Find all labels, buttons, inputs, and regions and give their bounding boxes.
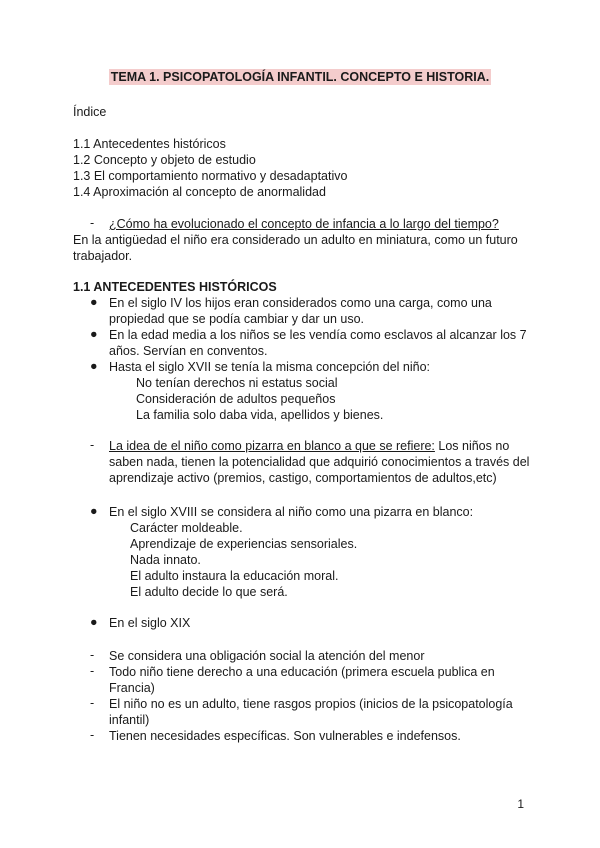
page-number: 1 <box>517 797 524 811</box>
bullet-marker: ● <box>90 295 98 309</box>
bullet-item: En el siglo XIX <box>109 616 191 630</box>
sub-item: El adulto decide lo que será. <box>130 585 288 599</box>
bullet-marker: ● <box>90 327 98 341</box>
bullet-item <box>109 295 539 327</box>
dash-marker: - <box>90 216 95 230</box>
dash-item: Se considera una obligación social la atención del menor <box>109 649 425 663</box>
page-title: TEMA 1. PSICOPATOLOGÍA INFANTIL. CONCEPTO E HISTORIA. <box>110 70 490 84</box>
sub-item: Aprendizaje de experiencias sensoriales. <box>130 537 358 551</box>
sub-item: Carácter moldeable. <box>130 521 243 535</box>
dash-marker: - <box>90 728 95 742</box>
bullet-item: Hasta el siglo XVII se tenía la misma concepción del niño: <box>109 360 431 374</box>
intro-line: trabajador. <box>73 249 133 263</box>
tabula-line: aprendizaje activo (premios, castigo, comportamientos de adultos,etc) <box>109 471 497 485</box>
sub-item: Consideración de adultos pequeños <box>136 392 336 406</box>
section-title: 1.1 ANTECEDENTES HISTÓRICOS <box>73 280 277 294</box>
bullet-marker: ● <box>90 504 98 518</box>
dash-line: Todo niño tiene derecho a una educación (primera escuela publica en <box>109 665 495 679</box>
sub-item: La familia solo daba vida, apellidos y bienes. <box>136 408 384 422</box>
dash-marker: - <box>90 696 95 710</box>
dash-item <box>109 664 539 696</box>
bullet-marker: ● <box>90 615 98 629</box>
dash-item: Tienen necesidades específicas. Son vulnerables e indefensos. <box>109 729 461 743</box>
tabula-underlined: La idea de el niño como pizarra en blanco a que se refiere: <box>109 439 435 453</box>
bullet-line: En el siglo IV los hijos eran considerados como una carga, como una <box>109 296 492 310</box>
intro-line: En la antigüedad el niño era considerado un adulto en miniatura, como un futuro <box>73 233 518 247</box>
tabula-line: saben nada, tienen la potencialidad que adquirió conocimientos a través del <box>109 455 530 469</box>
tabula-paragraph <box>109 438 539 486</box>
intro-paragraph <box>73 232 518 264</box>
bullet-line: propiedad que se podía cambiar y dar un uso. <box>109 312 365 326</box>
sub-item: Nada innato. <box>130 553 201 567</box>
sub-list <box>130 520 357 600</box>
bullet-item: En el siglo XVIII se considera al niño como una pizarra en blanco: <box>109 505 474 519</box>
tabula-rest: Los niños no <box>434 439 510 453</box>
sub-list <box>136 375 383 423</box>
bullet-marker: ● <box>90 359 98 373</box>
dash-line: El niño no es un adulto, tiene rasgos propios (inicios de la psicopatología <box>109 697 513 711</box>
index-label: Índice <box>73 105 107 119</box>
dash-marker: - <box>90 664 95 678</box>
question-text: ¿Cómo ha evolucionado el concepto de infancia a lo largo del tiempo? <box>109 217 499 231</box>
sub-item: No tenían derechos ni estatus social <box>136 376 338 390</box>
dash-line: infantil) <box>109 713 150 727</box>
index-item: 1.2 Concepto y objeto de estudio <box>73 153 256 167</box>
dash-item <box>109 696 539 728</box>
dash-marker: - <box>90 438 95 452</box>
bullet-item <box>109 327 539 359</box>
page-title-wrap <box>0 70 600 84</box>
index-item: 1.3 El comportamiento normativo y desadaptativo <box>73 169 348 183</box>
index-list <box>73 136 347 200</box>
sub-item: El adulto instaura la educación moral. <box>130 569 339 583</box>
index-item: 1.1 Antecedentes históricos <box>73 137 226 151</box>
dash-marker: - <box>90 648 95 662</box>
dash-line: Francia) <box>109 681 155 695</box>
bullet-line: años. Servían en conventos. <box>109 344 268 358</box>
index-item: 1.4 Aproximación al concepto de anormalidad <box>73 185 326 199</box>
bullet-line: En la edad media a los niños se les vendía como esclavos al alcanzar los 7 <box>109 328 527 342</box>
